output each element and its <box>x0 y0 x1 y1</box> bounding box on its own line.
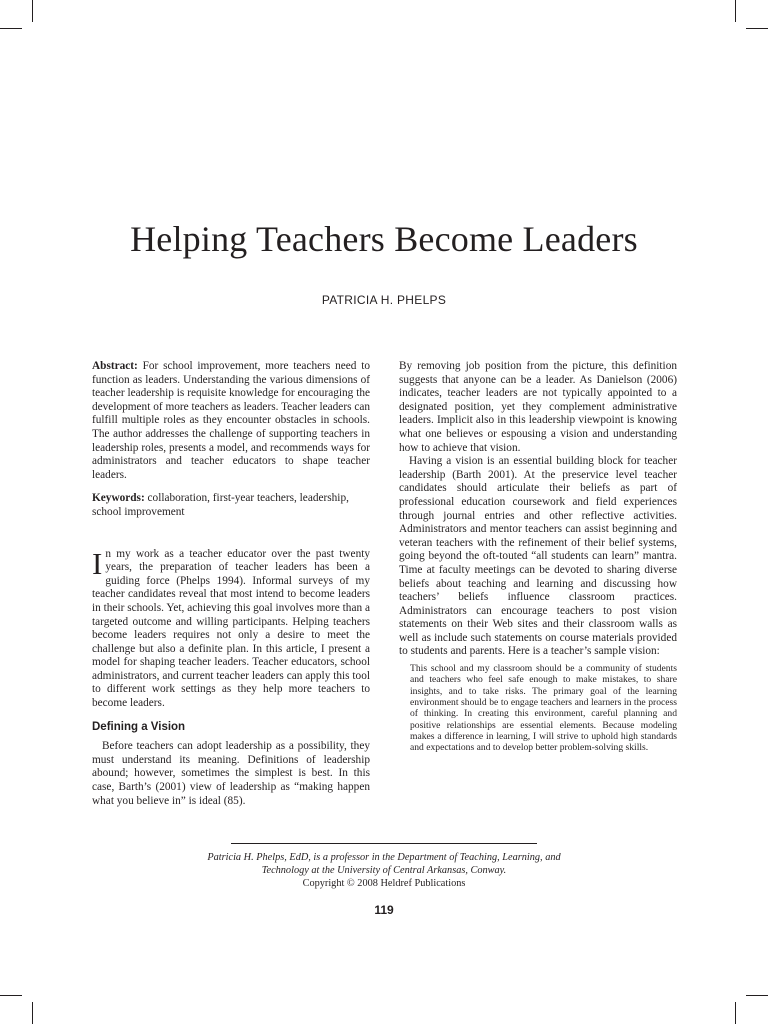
page-number: 119 <box>374 903 394 917</box>
crop-mark <box>746 995 768 996</box>
crop-mark <box>32 0 33 22</box>
block-quote: This school and my classroom should be a community of students and teachers who feel safe enough to make mistakes, to share insights, and to take risks. The primary goal of the learning environment should be to engage teachers and learners in the process of thinking. In creating this environment, careful planning and positive relationships are essential elements. Because modeling makes a difference in learning, I will strive to uphold high standards and expectations and to develop better problem-solving skills. <box>410 663 677 754</box>
left-column <box>92 360 370 808</box>
body-paragraph: Having a vision is an essential building block for teacher leadership (Barth 2001). At the preservice level teacher candidates should articulate their beliefs as part of professional education coursework and field experiences through journal entries and other reflective activities. Administrators and mentor teachers can assist beginning and veteran teachers with the refinement of their belief systems, going beyond the oft-touted “all students can learn” mantra. Time at faculty meetings can be devoted to sharing diverse beliefs about teaching and learning and discussing how teachers’ beliefs influence classroom practices. Administrators can encourage teachers to post vision statements on their Web sites and their classroom walls as well as include such statements on course materials provided to students and parents. Here is a teacher’s sample vision: <box>399 455 677 658</box>
abstract <box>92 360 370 482</box>
drop-cap: I <box>92 545 103 581</box>
copyright-line: Copyright © 2008 Heldref Publications <box>302 878 466 889</box>
author-footnote <box>150 851 618 890</box>
abstract-label: Abstract: <box>92 360 138 372</box>
crop-mark <box>735 0 736 22</box>
crop-mark <box>0 28 22 29</box>
footnote-divider <box>231 843 537 844</box>
body-paragraph: By removing job position from the picture, this definition suggests that anyone can be a leader. As Danielson (2006) indicates, teacher leaders are not typically appointed to a designated position, yet they complement administrative leaders. Implicit also in this leadership viewpoint is knowing what one believes or espousing a vision and understanding how to achieve that vision. <box>399 360 677 454</box>
keywords <box>92 492 370 519</box>
crop-mark <box>746 28 768 29</box>
footnote-line: Patricia H. Phelps, EdD, is a professor in the Department of Teaching, Learning, and <box>207 852 561 863</box>
article-author: PATRICIA H. PHELPS <box>321 293 447 307</box>
keywords-label: Keywords: <box>92 492 145 505</box>
crop-mark <box>0 995 22 996</box>
crop-mark <box>735 1002 736 1024</box>
keywords-text: collaboration, first-year teachers, leadership, school improvement <box>92 492 349 518</box>
crop-mark <box>32 1002 33 1024</box>
footnote-line: Technology at the University of Central Arkansas, Conway. <box>261 865 507 876</box>
intro-paragraph <box>92 545 370 711</box>
right-column <box>399 360 677 753</box>
intro-text: n my work as a teacher educator over the past twenty years, the preparation of teacher leaders has been a guiding force (Phelps 1994). Informal surveys of my teacher candidates reveal that most intend to become leaders in their schools. Yet, achieving this goal involves more than a targeted outcome and willing participants. Helping teachers become leaders requires not only a desire to meet the challenge but also a definite plan. In this article, I present a model for shaping teacher leaders. Teacher educators, school administrators, and current teacher leaders can apply this tool to different work settings as they help more teachers to become leaders. <box>92 547 370 710</box>
article-title: Helping Teachers Become Leaders <box>130 219 638 259</box>
body-paragraph: Before teachers can adopt leadership as a possibility, they must understand its meaning. Definitions of leadership abound; however, sometimes the simplest is best. In this case, Barth’s (2001) view of leadership as “making happen what you believe in” is ideal (85). <box>92 740 370 807</box>
abstract-text: For school improvement, more teachers need to function as leaders. Understanding the various dimensions of teacher leadership is requisite knowledge for encouraging the development of more teachers as leaders. Teacher leaders can fulfill multiple roles as they encounter obstacles in schools. The author addresses the challenge of supporting teachers in leadership roles, presents a model, and recommends ways for administrators and teacher educators to shape teacher leaders. <box>92 360 370 481</box>
section-heading: Defining a Vision <box>92 720 186 733</box>
